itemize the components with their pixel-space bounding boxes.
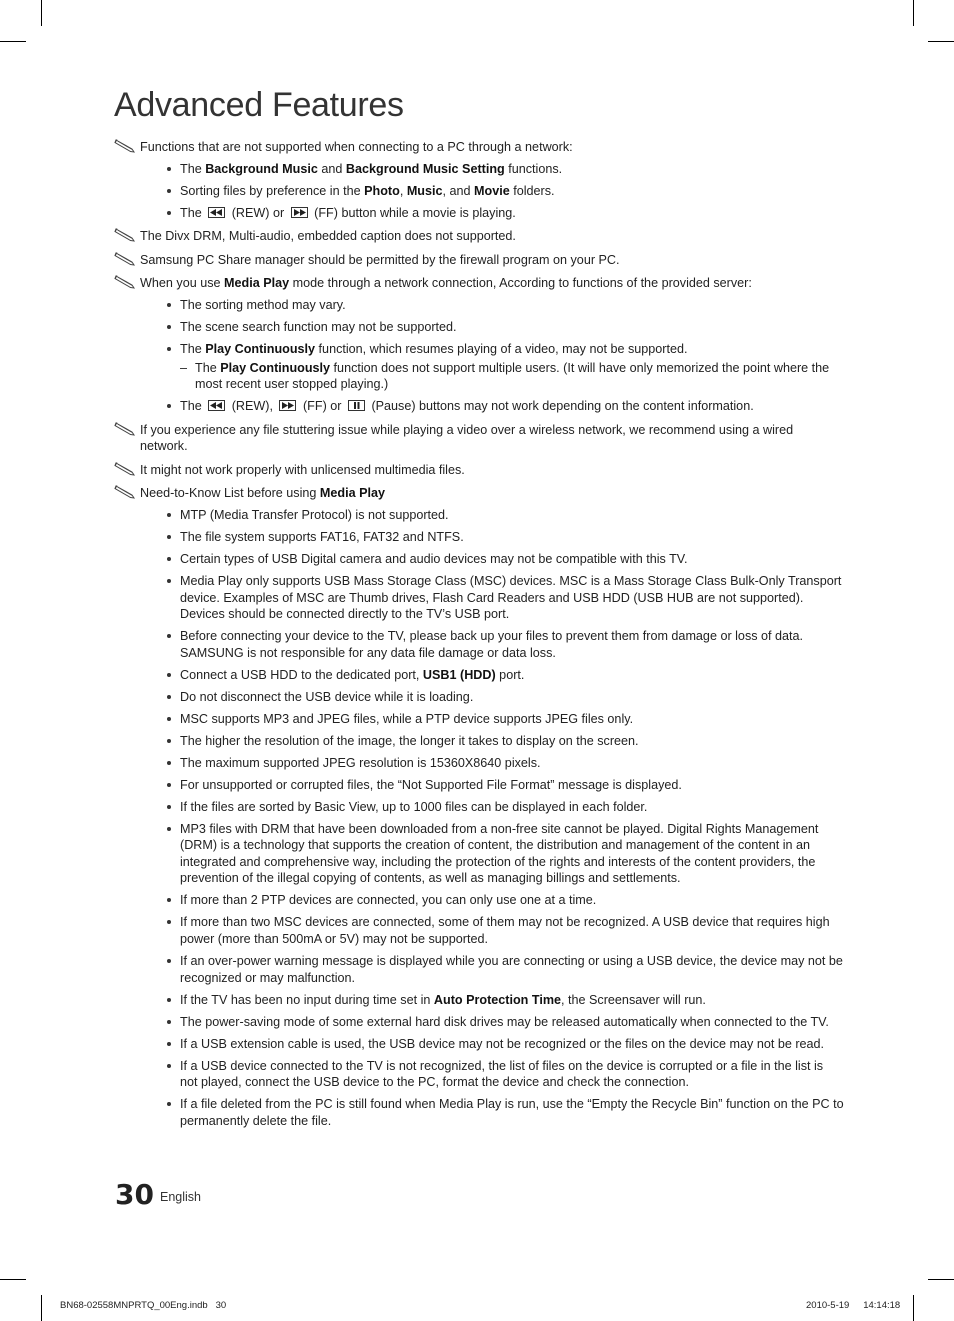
text-run: If you experience any file stuttering issue while playing a video over a wireless network, we recommend using a wired network.	[140, 422, 794, 454]
list-item-text	[180, 398, 844, 415]
text-run: For unsupported or corrupted files, the “Not Supported File Format” message is displayed.	[180, 777, 682, 792]
bullet-icon	[167, 783, 171, 787]
list-item	[140, 398, 844, 415]
list-item	[140, 914, 844, 947]
bold-term: Play Continuously	[205, 341, 316, 356]
list-item-text	[180, 297, 844, 314]
text-run: Do not disconnect the USB device while it is loading.	[180, 689, 474, 704]
bold-term: Movie	[474, 183, 510, 198]
text-run: The scene search function may not be supported.	[180, 319, 457, 334]
list-item	[140, 755, 844, 772]
list-item	[140, 205, 844, 222]
list-item	[140, 733, 844, 750]
text-run: If a file deleted from the PC is still found when Media Play is run, use the “Empty the Recycle Bin” function on the PC to permanently delete the file.	[180, 1097, 844, 1128]
list-item	[140, 799, 844, 816]
text-run: Media Play only supports USB Mass Storage Class (MSC) devices. MSC is a Mass Storage Class Bulk-Only Transport device. Examples of MSC are Thumb drives, Flash Card Readers and USB HDD (USB HUB are not supported). Devices should be connected directly to the TV’s USB port.	[180, 574, 842, 622]
bold-term: Music	[406, 183, 443, 198]
list-item-text	[180, 1096, 844, 1129]
bullet-icon	[167, 1064, 171, 1068]
text-run: The	[180, 205, 206, 220]
list-item-text	[180, 319, 844, 336]
pause-icon	[348, 400, 365, 411]
list-item-text	[180, 1058, 844, 1091]
text-run: , the Screensaver will run.	[561, 992, 706, 1007]
bullet-icon	[167, 739, 171, 743]
page-language: English	[160, 1190, 201, 1204]
pencil-note-icon	[114, 226, 136, 242]
note-text	[140, 139, 844, 156]
text-run: The power-saving mode of some external hard disk drives may be released automatically when connected to the TV.	[180, 1014, 829, 1029]
text-run: If a USB extension cable is used, the USB device may not be recognized or the files on the device may not be read.	[180, 1036, 825, 1051]
notes-content	[114, 136, 844, 1129]
list-item	[140, 777, 844, 794]
text-run: (FF) or	[299, 399, 345, 414]
bullet-icon	[167, 211, 171, 215]
list-item	[140, 992, 844, 1009]
text-run: If the files are sorted by Basic View, up to 1000 files can be displayed in each folder.	[180, 799, 648, 814]
text-run: The	[180, 341, 206, 356]
crop-mark	[913, 1295, 914, 1321]
note-text	[140, 228, 844, 245]
text-run: Need-to-Know List before using	[140, 486, 320, 501]
pencil-note-icon	[114, 483, 136, 499]
list-item	[140, 1014, 844, 1031]
bullet-icon	[167, 998, 171, 1002]
list-item	[140, 319, 844, 336]
note-paragraph	[114, 139, 844, 221]
pencil-note-icon	[114, 460, 136, 476]
bullet-icon	[167, 920, 171, 924]
text-run: If the TV has been no input during time set in	[180, 992, 434, 1007]
list-item-text	[180, 341, 844, 358]
print-timestamp: 2010-5-19 14:14:18	[806, 1300, 901, 1311]
list-item	[140, 689, 844, 706]
sub-list-item	[140, 360, 844, 393]
bullet-icon	[167, 557, 171, 561]
list-item	[140, 821, 844, 887]
bullet-list	[140, 507, 844, 1129]
pencil-note-icon	[114, 250, 136, 266]
bold-term: Media Play	[224, 276, 290, 291]
list-item	[140, 1036, 844, 1053]
text-run: The	[180, 161, 206, 176]
text-run: It might not work properly with unlicensed multimedia files.	[140, 462, 465, 477]
text-run: Samsung PC Share manager should be permitted by the firewall program on your PC.	[140, 252, 620, 267]
list-item-text	[180, 573, 844, 623]
text-run: , and	[442, 183, 475, 198]
note-paragraph	[114, 485, 844, 1129]
text-run: If more than 2 PTP devices are connected, you can only use one at a time.	[180, 893, 597, 908]
list-item	[140, 711, 844, 728]
bullet-icon	[167, 717, 171, 721]
text-run: When you use	[140, 276, 225, 291]
note-text	[140, 422, 844, 455]
bullet-icon	[167, 404, 171, 408]
print-file-name: BN68-02558MNPRTQ_00Eng.indb 30	[60, 1300, 227, 1311]
bullet-icon	[167, 959, 171, 963]
text-run: Before connecting your device to the TV, please back up your files to prevent them from damage or loss of data. SAMSUNG is not responsible for any data file damage or data loss.	[180, 629, 804, 660]
list-item-text	[180, 183, 844, 200]
note-paragraph	[114, 275, 844, 414]
dash-marker: –	[180, 360, 188, 375]
list-item-text	[180, 953, 844, 986]
list-item-text	[180, 821, 844, 887]
crop-mark	[0, 1279, 26, 1280]
list-item-text	[180, 507, 844, 524]
text-run: ,	[399, 183, 407, 198]
crop-mark	[928, 1279, 954, 1280]
text-run: functions.	[504, 161, 563, 176]
text-run: and	[317, 161, 346, 176]
list-item-text	[180, 1036, 844, 1053]
bullet-icon	[167, 325, 171, 329]
text-run: MP3 files with DRM that have been downloaded from a non-free site cannot be played. Digital Rights Management (DRM) is a technology that supports the creation of content, the distribution and management of the content in an integrated and comprehensive way, including the protection of the rights and interests of the content providers, the prevention of the illegal copying of contents, as well as managing billings and settlements.	[180, 821, 819, 886]
bullet-icon	[167, 167, 171, 171]
list-item	[140, 667, 844, 684]
list-item-text	[180, 992, 844, 1009]
bold-term: USB1 (HDD)	[422, 667, 496, 682]
list-item-text	[180, 205, 844, 222]
bullet-icon	[167, 898, 171, 902]
list-item-text	[180, 755, 844, 772]
bullet-icon	[167, 761, 171, 765]
text-run: The	[180, 399, 206, 414]
text-run: folders.	[509, 183, 555, 198]
text-run: The file system supports FAT16, FAT32 and NTFS.	[180, 530, 464, 545]
list-item-text	[180, 529, 844, 546]
bullet-list	[140, 161, 844, 222]
bold-term: Background Music Setting	[345, 161, 505, 176]
list-item-text	[180, 161, 844, 178]
list-item-text	[180, 551, 844, 568]
list-item-text	[180, 628, 844, 661]
crop-mark	[913, 0, 914, 26]
list-item	[140, 628, 844, 661]
note-paragraph	[114, 462, 844, 479]
text-run: Connect a USB HDD to the dedicated port,	[180, 667, 423, 682]
crop-mark	[41, 0, 42, 26]
bullet-icon	[167, 303, 171, 307]
note-text	[140, 252, 844, 269]
text-run: If more than two MSC devices are connected, some of them may not be recognized. A USB device that requires high power (more than 500mA or 5V) may not be supported.	[180, 915, 830, 946]
bold-term: Media Play	[319, 486, 386, 501]
list-item	[140, 507, 844, 524]
bold-term: Auto Protection Time	[433, 992, 562, 1007]
bullet-icon	[167, 189, 171, 193]
pencil-note-icon	[114, 273, 136, 289]
text-run: function does not support multiple users. (It will have only memorized the point where the most recent user stopped playing.)	[195, 360, 830, 392]
list-item	[140, 892, 844, 909]
list-item	[140, 183, 844, 200]
note-text	[140, 485, 844, 502]
text-run: mode through a network connection, According to functions of the provided server:	[289, 276, 752, 291]
text-run: Functions that are not supported when connecting to a PC through a network:	[140, 140, 573, 154]
list-item	[140, 573, 844, 623]
pencil-note-icon	[114, 137, 136, 153]
crop-mark	[928, 41, 954, 42]
note-paragraph	[114, 252, 844, 269]
note-paragraph	[114, 228, 844, 245]
bullet-icon	[167, 347, 171, 351]
text-run: MTP (Media Transfer Protocol) is not supported.	[180, 508, 449, 523]
text-run: The higher the resolution of the image, the longer it takes to display on the screen.	[180, 733, 639, 748]
text-run: port.	[495, 667, 525, 682]
bullet-icon	[167, 579, 171, 583]
bullet-list	[140, 297, 844, 415]
list-item	[140, 1058, 844, 1091]
bold-term: Play Continuously	[220, 360, 331, 375]
note-text	[140, 462, 844, 479]
list-item-text	[180, 1014, 844, 1031]
list-item-text	[180, 799, 844, 816]
list-item	[140, 341, 844, 358]
text-run: (Pause) buttons may not work depending on the content information.	[367, 399, 754, 414]
list-item	[140, 161, 844, 178]
bold-term: Photo	[364, 183, 400, 198]
list-item	[140, 551, 844, 568]
list-item	[140, 297, 844, 314]
bullet-icon	[167, 673, 171, 677]
text-run: The maximum supported JPEG resolution is 15360X8640 pixels.	[180, 755, 541, 770]
page-title: Advanced Features	[114, 86, 404, 124]
list-item-text	[180, 777, 844, 794]
bullet-icon	[167, 695, 171, 699]
list-item	[140, 953, 844, 986]
crop-mark	[41, 1295, 42, 1321]
text-run: The Divx DRM, Multi-audio, embedded caption does not supported.	[140, 229, 516, 244]
text-run: If an over-power warning message is displayed while you are connecting or using a USB device, the device may not be recognized or may malfunction.	[180, 953, 843, 985]
list-item-text	[180, 711, 844, 728]
page-number: 30	[115, 1178, 154, 1211]
text-run: Certain types of USB Digital camera and audio devices may not be compatible with this TV.	[180, 552, 688, 567]
bullet-icon	[167, 1102, 171, 1106]
list-item-text	[180, 689, 844, 706]
text-run: The sorting method may vary.	[180, 297, 346, 312]
pencil-note-icon	[114, 420, 136, 436]
list-item	[140, 1096, 844, 1129]
text-run: MSC supports MP3 and JPEG files, while a PTP device supports JPEG files only.	[180, 711, 634, 726]
text-run: The	[195, 360, 221, 375]
list-item-text	[180, 914, 844, 947]
text-run: function, which resumes playing of a video, may not be supported.	[315, 341, 688, 356]
list-item	[140, 529, 844, 546]
bold-term: Background Music	[205, 161, 318, 176]
bullet-icon	[167, 634, 171, 638]
bullet-icon	[167, 1020, 171, 1024]
bullet-icon	[167, 827, 171, 831]
crop-mark	[0, 41, 26, 42]
fast-forward-icon	[291, 207, 308, 218]
note-text	[140, 275, 844, 292]
bullet-icon	[167, 513, 171, 517]
note-paragraph	[114, 422, 844, 455]
rewind-icon	[208, 207, 225, 218]
list-item-text	[180, 892, 844, 909]
bullet-icon	[167, 1042, 171, 1046]
list-item-text	[180, 667, 844, 684]
bullet-icon	[167, 805, 171, 809]
text-run: (FF) button while a movie is playing.	[310, 205, 516, 220]
text-run: (REW),	[228, 399, 277, 414]
bullet-icon	[167, 535, 171, 539]
text-run: Sorting files by preference in the	[180, 183, 365, 198]
fast-forward-icon	[279, 400, 296, 411]
text-run: If a USB device connected to the TV is not recognized, the list of files on the device is corrupted or a file in the list is not played, connect the USB device to the PC, format the device and check the connection.	[180, 1058, 824, 1090]
text-run: (REW) or	[228, 205, 288, 220]
list-item-text	[180, 733, 844, 750]
rewind-icon	[208, 400, 225, 411]
